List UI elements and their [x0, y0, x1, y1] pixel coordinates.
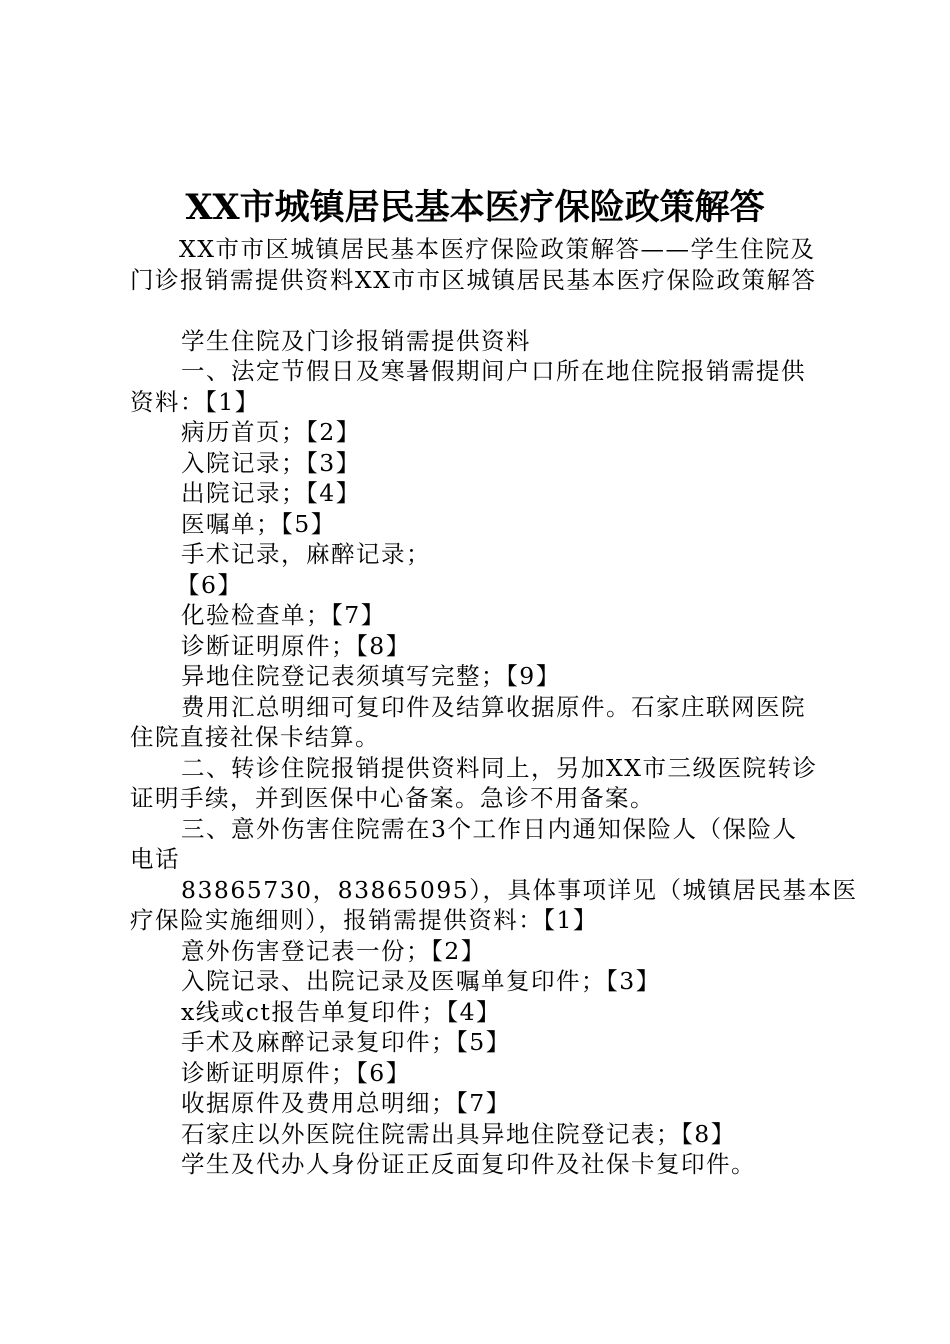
list-item: 出院记录；【4】 — [181, 479, 361, 507]
paragraph-line: 证明手续，并到医保中心备案。急诊不用备案。 — [130, 784, 655, 812]
paragraph-line: 83865730，83865095），具体事项详见（城镇居民基本医 — [181, 875, 858, 904]
list-item: 病历首页；【2】 — [181, 418, 361, 446]
paragraph-line: 二、转诊住院报销提供资料同上，另加XX市三级医院转诊 — [181, 753, 818, 782]
paragraph-line: 费用汇总明细可复印件及结算收据原件。石家庄联网医院 — [181, 692, 806, 721]
list-item: 意外伤害登记表一份；【2】 — [181, 936, 486, 965]
list-item: 医嘱单；【5】 — [181, 509, 336, 538]
list-item: 手术记录，麻醉记录； — [181, 540, 431, 568]
blank-line — [130, 295, 830, 326]
paragraph-line: 资料：【1】 — [130, 387, 260, 416]
list-item: 石家庄以外医院住院需出具异地住院登记表；【8】 — [181, 1119, 736, 1148]
paragraph-line: 一、法定节假日及寒暑假期间户口所在地住院报销需提供 — [181, 357, 806, 385]
list-item: 诊断证明原件；【6】 — [181, 1058, 411, 1087]
list-item: 【6】 — [176, 570, 243, 599]
list-item: 入院记录、出院记录及医嘱单复印件；【3】 — [181, 967, 661, 995]
list-item: 异地住院登记表须填写完整；【9】 — [181, 662, 561, 690]
paragraph-line: 学生住院及门诊报销需提供资料 — [181, 326, 531, 355]
document-title: XX市城镇居民基本医疗保险政策解答 — [185, 187, 765, 228]
list-item: 化验检查单；【7】 — [181, 601, 386, 629]
list-item: 手术及麻醉记录复印件；【5】 — [181, 1028, 511, 1056]
paragraph-line: 住院直接社保卡结算。 — [130, 723, 380, 751]
list-item: 学生及代办人身份证正反面复印件及社保卡复印件。 — [181, 1150, 756, 1178]
document-body — [130, 234, 858, 1180]
paragraph-line: 门诊报销需提供资料XX市市区城镇居民基本医疗保险政策解答 — [130, 265, 817, 294]
paragraph-line: 三、意外伤害住院需在3个工作日内通知保险人（保险人 — [181, 814, 798, 843]
paragraph-line: 电话 — [130, 845, 180, 873]
list-item: 收据原件及费用总明细；【7】 — [181, 1089, 511, 1117]
list-item: 入院记录；【3】 — [181, 448, 361, 477]
list-item: 诊断证明原件；【8】 — [181, 631, 411, 660]
paragraph-line: 疗保险实施细则），报销需提供资料：【1】 — [130, 906, 598, 934]
list-item: x线或ct报告单复印件；【4】 — [181, 997, 502, 1026]
paragraph-line: XX市市区城镇居民基本医疗保险政策解答——学生住院及 — [179, 235, 816, 263]
